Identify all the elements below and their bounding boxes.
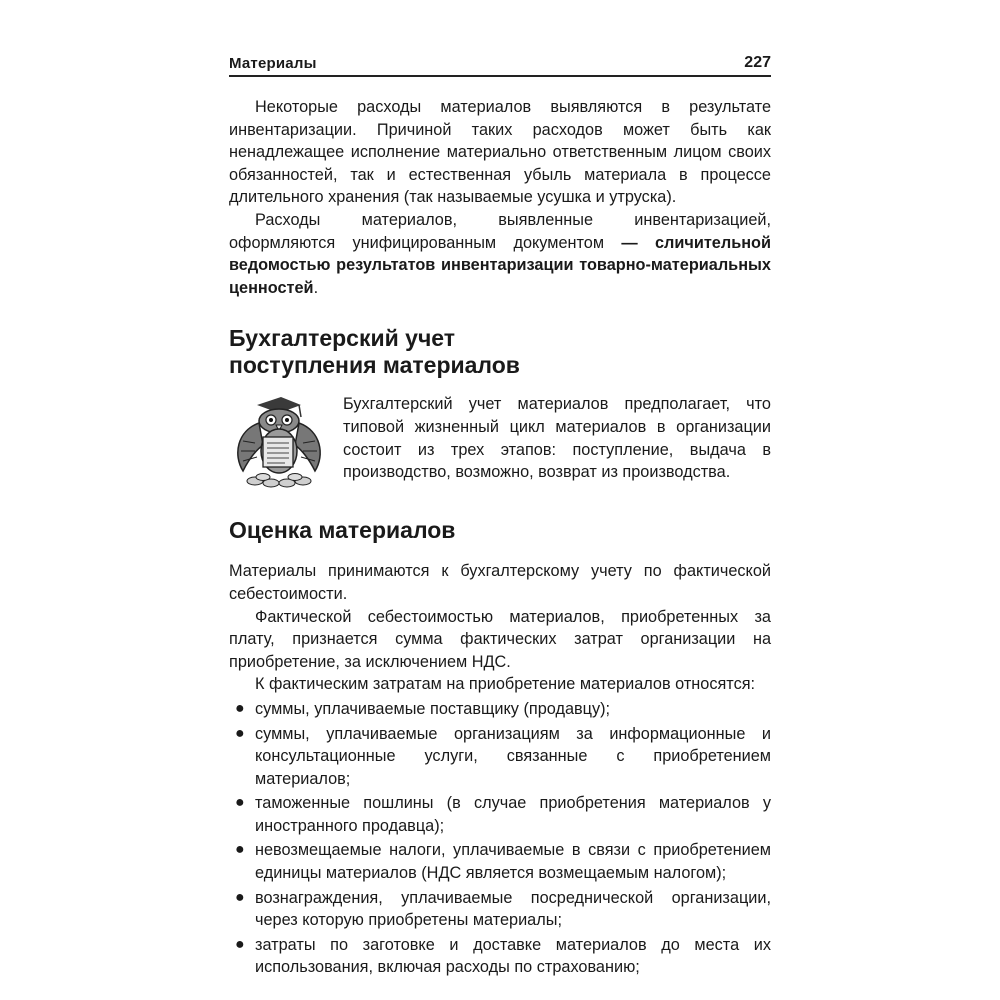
running-header <box>229 50 771 77</box>
owl-accountant-icon <box>229 393 329 493</box>
bullet-icon: ● <box>235 699 245 717</box>
list-item-text: вознаграждения, уплачиваемые посреднической организации, через которую приобретены материалы; <box>255 888 771 930</box>
paragraph-inventory-document <box>229 209 771 299</box>
list-item-text: невозмещаемые налоги, уплачиваемые в связи с приобретением единицы материалов (НДС является возмещаемым налогом); <box>255 841 771 883</box>
book-page <box>229 50 771 979</box>
list-item <box>229 934 771 979</box>
heading-line: Бухгалтерский учет <box>229 325 456 352</box>
list-item <box>229 887 771 932</box>
list-item-text: таможенные пошлины (в случае приобретения материалов у иностранного продавца); <box>255 794 771 835</box>
paragraph-inventory-losses: Некоторые расходы материалов выявляются в результате инвентаризации. Причиной таких расходов может быть как ненадлежащее исполнение материально ответственным лицом своих обязанностей, так и естественная убыль материала в процессе длительного хранения (так называемые усушка и утруска). <box>229 98 771 207</box>
list-item <box>229 723 771 791</box>
intro-paragraph: Бухгалтерский учет материалов предполагает, что типовой жизненный цикл материалов в организации состоит из трех этапов: поступление, выдача в производство, возможно, возврат из производства. <box>343 395 771 482</box>
page-number: 227 <box>744 54 771 71</box>
running-title: Материалы <box>229 55 317 72</box>
paragraph-end: . <box>313 278 319 297</box>
section-heading-receipt <box>229 325 771 379</box>
paragraph-text: Расходы материалов, выявленные инвентаризацией, оформляются унифицированным документом <box>229 210 771 252</box>
bullet-icon: ● <box>235 935 245 953</box>
paragraph-actual-cost: Фактической себестоимостью материалов, приобретенных за плату, признается сумма фактических затрат организации на приобретение, за исключением НДС. <box>229 607 771 671</box>
intro-block <box>229 393 771 493</box>
list-item-text: суммы, уплачиваемые организациям за информационные и консультационные услуги, связанные с приобретением материалов; <box>255 724 771 788</box>
heading-line: поступления материалов <box>229 352 520 379</box>
paragraph-costs-intro: К фактическим затратам на приобретение материалов относятся: <box>255 675 756 694</box>
list-item-text: затраты по заготовке и доставке материалов до места их использования, включая расходы по страхованию; <box>255 935 771 977</box>
bullet-icon: ● <box>235 794 245 812</box>
section-heading-valuation: Оценка материалов <box>229 517 456 544</box>
paragraph-valuation-basis: Материалы принимаются к бухгалтерскому учету по фактической себестоимости. <box>229 562 771 603</box>
bullet-icon: ● <box>235 724 245 742</box>
emphasis-document-name: — сличительной ведомостью результатов инвентаризации товарно-материальных ценностей <box>229 233 772 297</box>
bullet-icon: ● <box>235 841 245 859</box>
list-item <box>229 839 771 884</box>
list-item <box>229 698 771 721</box>
list-item-text: суммы, уплачиваемые поставщику (продавцу); <box>255 699 611 718</box>
bullet-icon: ● <box>235 888 245 906</box>
list-item <box>229 792 771 837</box>
cost-list <box>229 698 771 979</box>
